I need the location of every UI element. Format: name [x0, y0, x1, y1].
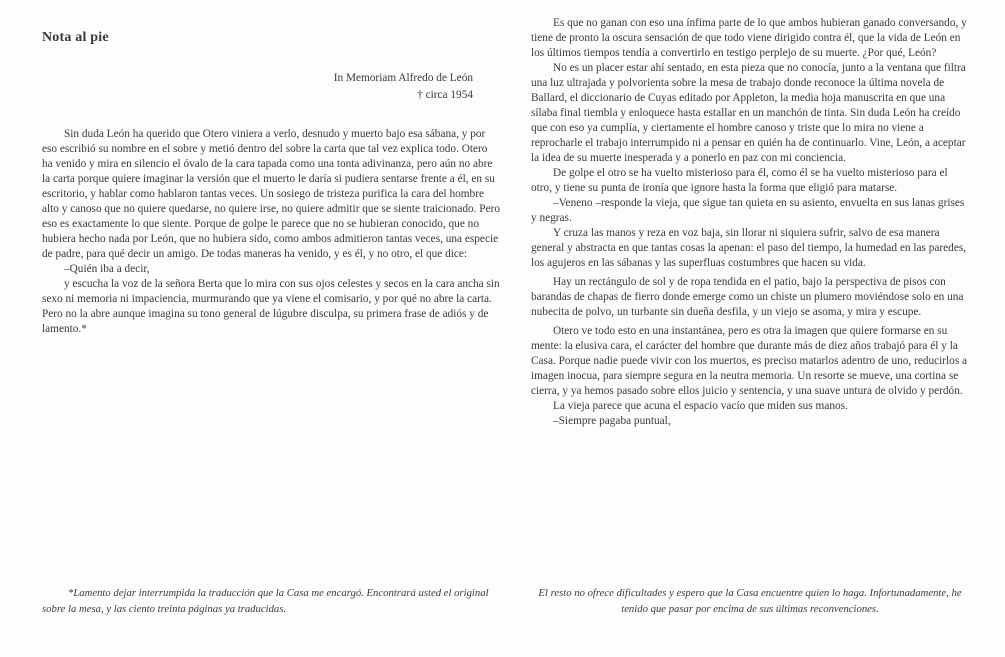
paragraph: Hay un rectángulo de sol y de ropa tendida en el patio, bajo la perspectiva de pisos con barandas de chapas de fierro donde emerge como un chiste un plumero moviéndose solo en una nubecita de polvo, un turbante sin dueña desfila, y un viejo se asoma, y mira y escupe. [531, 276, 964, 318]
paragraph: La vieja parece que acuna el espacio vacío que miden sus manos. [553, 400, 848, 412]
paragraph: y escucha la voz de la señora Berta que lo mira con sus ojos celestes y secos en la cara ancha sin sexo ni memoria ni impaciencia, murmurando que ya viene el comisario, y por qué no abre la carta. Pero no la abre aunque imagina su tono general de lúgubre disculpa, su primera frase de adiós y de lamento.* [42, 278, 500, 335]
dedication-line: In Memoriam Alfredo de León [333, 72, 473, 84]
dialogue-line: –Veneno –responde la vieja, que sigue tan quieta en su asiento, envuelta en sus lanas grises y negras. [531, 197, 965, 224]
footnote-left: *Lamento dejar interrumpida la traducción que la Casa me encargó. Encontrará usted el original sobre la mesa, y las ciento treinta páginas ya traducidas. [42, 587, 489, 615]
left-body-text [42, 127, 500, 337]
right-body-text [531, 16, 969, 429]
paragraph: Es que no ganan con eso una ínfima parte de lo que ambos hubieran ganado conversando, y tiene de pronto la oscura sensación de que todo viene dirigido contra él, que la vida de León en los últimos tiempos tendía a convertirlo en testigo perplejo de su muerte. ¿Por qué, León? [531, 17, 967, 59]
paragraph: No es un placer estar ahí sentado, en esta pieza que no conocía, junto a la ventana que filtra una luz ultrajada y polvorienta sobre la mesa de trabajo donde reconoce la última novela de Ballard, el diccionario de Cuyas editado por Appleton, la media hoja manuscrita en que una sílaba final tiembla y enloquece hasta estallar en un manchón de tinta. Sin duda León ha creído que con eso ya cumplía, y ciertamente el hombre canoso y triste que lo mira no viene a reprocharle el trabajo interrumpido ni a pensar en quién ha de continuarlo. Vine, León, a aceptar la idea de su muerte inesperada y a ponerlo en paz con mi conciencia. [531, 62, 966, 164]
footnote-right: El resto no ofrece dificultades y espero que la Casa encuentre quien lo haga. Infortunadamente, he tenido que pasar por encima de sus últimas reconvenciones. [538, 587, 962, 615]
paragraph: Otero ve todo esto en una instantánea, pero es otra la imagen que quiere formarse en su mente: la elusiva cara, el carácter del hombre que durante más de diez años trabajó para él y la Casa. Porque nadie puede vivir con los muertos, es preciso matarlos adentro de uno, reducirlos a imagen inocua, para siempre segura en la neutra memoria. Un resorte se mueve, una cortina se cierra, y ya hemos pasado sobre ellos juicio y sentencia, y una suave untura de olvido y perdón. [531, 325, 968, 397]
dedication [42, 70, 500, 104]
right-page [531, 16, 969, 429]
left-page [42, 30, 500, 337]
dedication-line: † circa 1954 [417, 89, 473, 101]
paragraph: Sin duda León ha querido que Otero viniera a verlo, desnudo y muerto bajo esa sábana, y por eso escribió su nombre en el sobre y metió dentro del sobre la carta que tal vez explica todo. Otero ha venido y mira en silencio el óvalo de la cara tapada como una tonta adivinanza, pero aún no abre la carta porque quiere imaginar la versión que el muerto le daría si pudiera sentarse frente a él, en su escritorio, y hablar como hablaron tantas veces. Un sosiego de tristeza purifica la cara del hombre alto y canoso que no quiere quedarse, no quiere irse, no quiere admitir que se siente traicionado. Pero eso es exactamente lo que siente. Porque de golpe le parece que no se hubieran conocido, que no hubiera hecho nada por León, que no hubiera sido, como ambos admitieron tantas veces, una especie de padre, para qué decir un amigo. De todas maneras ha venido, y es él, y no otro, el que dice: [42, 128, 500, 260]
paragraph: De golpe el otro se ha vuelto misterioso para él, como él se ha vuelto misterioso para el otro, y tiene su punta de ironía que ignore hasta la forma que eligió para matarse. [531, 167, 948, 194]
dialogue-line: –Siempre pagaba puntual, [553, 415, 671, 427]
paragraph: Y cruza las manos y reza en voz baja, sin llorar ni siquiera sufrir, salvo de esa manera general y abstracta en que tantas cosas la apenan: el paso del tiempo, la humedad en las paredes, los agujeros en las sábanas y las superfluas costumbres que hacen su vida. [531, 227, 967, 269]
page-title: Nota al pie [42, 30, 109, 45]
dialogue-line: –Quién iba a decir, [64, 263, 150, 275]
